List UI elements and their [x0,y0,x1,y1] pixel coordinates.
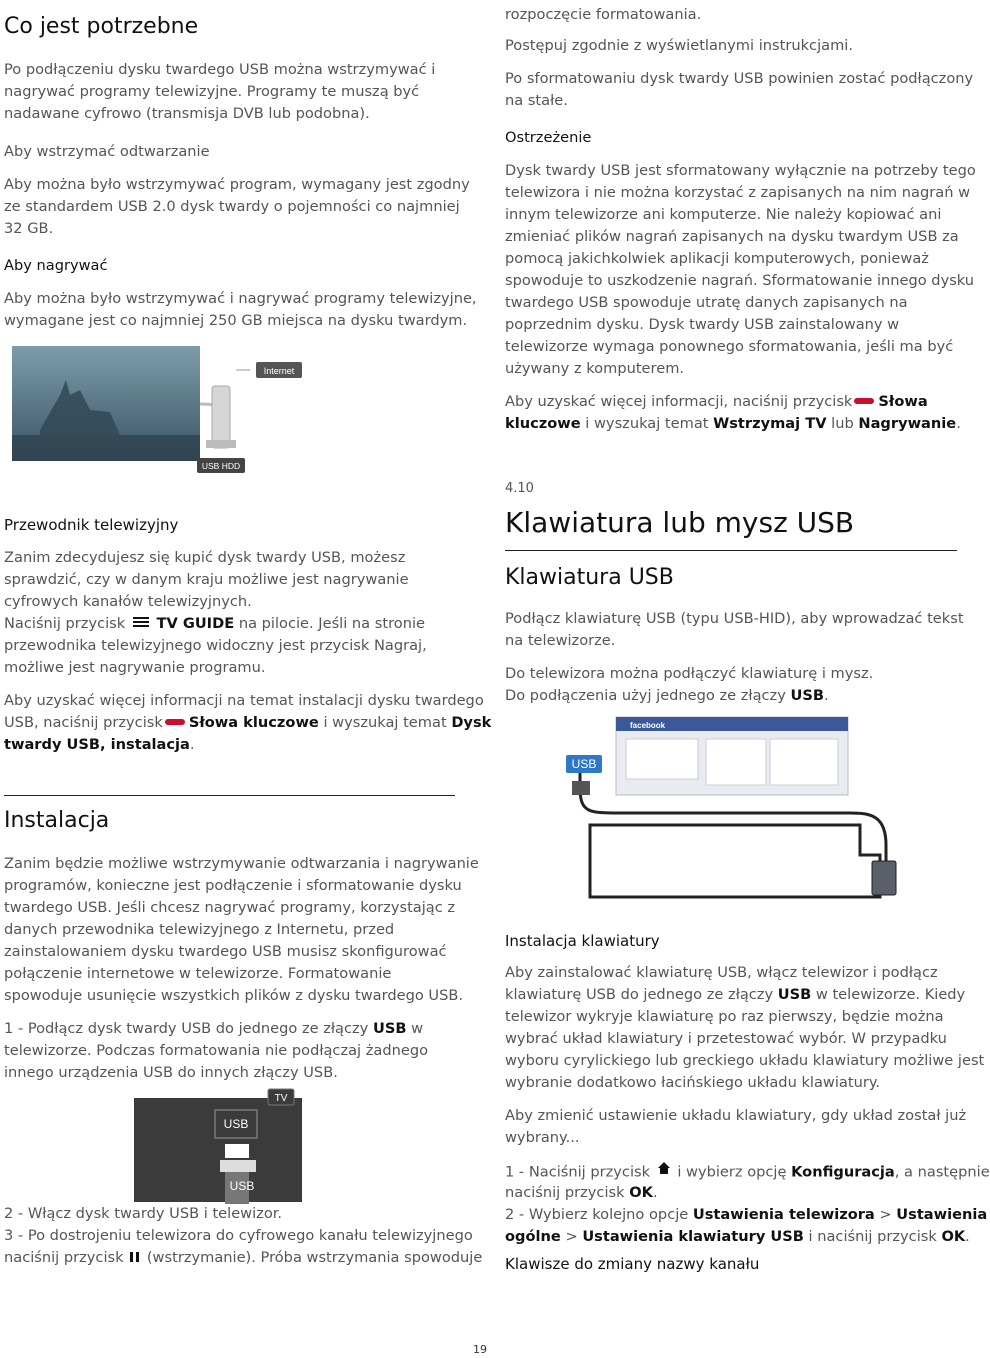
usb-hdd-device [212,386,230,448]
section-title: Co jest potrzebne [4,14,199,39]
pause-heading: Aby wstrzymać odtwarzanie [4,143,210,160]
warning-text: innym telewizorze ani komputerze. Nie należy kopiować ani [505,206,942,223]
channel-keys-heading: Klawisze do zmiany nazwy kanału [505,1255,760,1273]
keyboard-install-text: wybrać układ klawiatury i przetestować wybór. W przypadku [505,1030,947,1047]
install-title: Instalacja [4,808,110,833]
keyboard-text: Do telewizora można podłączyć klawiaturę i mysz. [505,665,874,682]
internet-label: Internet [263,366,295,376]
warning-text: spowoduje to uszkodzenie nagrań. Sformatowanie innego dysku [505,272,975,289]
pause-text: 32 GB. [4,220,54,237]
install-text: danych przewodnika telewizyjnego z Internetu, przed [4,921,395,938]
pause-text: Aby można było wstrzymywać program, wymagany jest zgodny [4,176,470,193]
section-divider [4,795,455,796]
pause-icon [130,1252,139,1262]
keyboard-install-text: Aby zainstalować klawiaturę USB, włącz telewizor i podłącz [505,964,938,981]
change-layout-text: wybrany... [505,1129,580,1146]
install-text: Zanim będzie możliwe wstrzymywanie odtwarzania i nagrywanie [4,855,479,872]
warning-text: używany z komputerem. [505,360,685,377]
tv-label: TV [274,1093,288,1104]
section-divider [505,550,957,551]
warning-text: telewizorze wymaga ponownego sformatowania, jeśli ma być [505,338,954,355]
intro-line: nagrywać programy telewizyjne. Programy te muszą być [4,83,420,100]
warning-text: pomocą jakichkolwiek aplikacji komputerowych, ponieważ [505,250,929,267]
record-text: wymagane jest co najmniej 250 GB miejsca na dysku twardym. [4,312,468,329]
record-text: Aby można było wstrzymywać i nagrywać programy telewizyjne, [4,290,477,307]
usb-port-label: USB [223,1117,249,1131]
cont-text: Postępuj zgodnie z wyświetlanymi instrukcjami. [505,37,853,54]
intro-line: Po podłączeniu dysku twardego USB można wstrzymywać i [4,61,436,78]
keyboard-install-text: klawiaturę USB do jednego ze złączy USB w telewizorze. Kiedy [505,986,966,1003]
red-key-icon [165,719,185,725]
more-info-line: twardy USB, instalacja. [4,736,195,753]
keyboard-install-text: wyboru cyrylickiego lub greckiego układu klawiatury możliwe jest [505,1052,985,1069]
usb-keyboard-illustration [560,715,900,905]
install-text: połączenie internetowe w telewizorze. Formatowanie [4,965,392,982]
step1-text: telewizorze. Podczas formatowania nie podłączaj żadnego [4,1042,429,1059]
tv-usb-port-illustration [130,1086,310,1204]
more-info-line: kluczowe i wyszukaj temat Wstrzymaj TV lub Nagrywanie. [505,415,961,432]
step2-text: 2 - Włącz dysk twardy USB i telewizor. [4,1205,283,1222]
usb-plug-label: USB [229,1179,255,1193]
pause-text: ze standardem USB 2.0 dysk twardy o pojemności co najmniej [4,198,460,215]
guide-press-line: Naciśnij przycisk TV GUIDE na pilocie. Jeśli na stronie [4,615,425,632]
keyboard-install-heading: Instalacja klawiatury [505,932,660,950]
keyboard-heading: Klawiatura USB [505,565,674,590]
install-text: twardego USB. Jeśli chcesz nagrywać programy, korzystając z [4,899,456,916]
guide-text: możliwe jest nagrywanie programu. [4,659,266,676]
install-text: programów, konieczne jest podłączenie i sformatowanie dysku [4,877,462,894]
more-info-line: Aby uzyskać więcej informacji na temat instalacji dysku twardego [4,692,484,709]
guide-text: sprawdzić, czy w danym kraju możliwe jest nagrywanie [4,571,409,588]
install-text: spowoduje usunięcie wszystkich plików z dysku twardego USB. [4,987,464,1004]
step3-text: 3 - Po dostrojeniu telewizora do cyfrowego kanału telewizyjnego [4,1227,473,1244]
warning-text: telewizora i nie można korzystać z zapisanych na nim nagrań w [505,184,971,201]
page-number: 19 [473,1343,487,1356]
install-text: zainstalowaniem dysku twardego USB musisz skonfigurować [4,943,447,960]
guide-text: cyfrowych kanałów telewizyjnych. [4,593,252,610]
cont-text: na stałe. [505,92,568,109]
cont-text: rozpoczęcie formatowania. [505,6,702,23]
intro-line: nadawane cyfrowo (transmisja DVB lub podobna). [4,105,370,122]
usb-label: USB [571,757,597,771]
step1-line: 1 - Podłącz dysk twardy USB do jednego ze złączy USB w [4,1020,424,1037]
more-info-line: USB, naciśnij przycisk Słowa kluczowe i wyszukaj temat Dysk [4,714,492,731]
section-number: 4.10 [505,481,534,496]
more-info-line: Aby uzyskać więcej informacji, naciśnij przycisk Słowa [505,393,928,410]
warning-text: Dysk twardy USB jest sformatowany wyłącznie na potrzeby tego [505,162,976,179]
keyboard-text: Podłącz klawiaturę USB (typu USB-HID), aby wprowadzać tekst [505,610,964,627]
tv-guide-icon [133,617,149,629]
change-layout-text: Aby zmienić ustawienie układu klawiatury, gdy układ został już [505,1107,967,1124]
home-icon [657,1160,671,1182]
step2-line: 2 - Wybierz kolejno opcje Ustawienia telewizora > Ustawienia [505,1206,988,1223]
step1-text: innego urządzenia USB do innych złączy USB. [4,1064,338,1081]
warning-text: poprzednim dysku. Dysk twardy USB zainstalowany w [505,316,900,333]
step1-line: naciśnij przycisk OK. [505,1184,658,1201]
step2-line: ogólne > Ustawienia klawiatury USB i naciśnij przycisk OK. [505,1228,970,1245]
keyboard-text: Do podłączenia użyj jednego ze złączy USB. [505,687,829,704]
keyboard-install-text: wybranie dodatkowo łacińskiego układu klawiatury. [505,1074,881,1091]
usb-dongle [872,861,896,895]
site-name: facebook [630,721,666,730]
tv-usb-hdd-illustration [0,340,320,480]
guide-heading: Przewodnik telewizyjny [4,516,179,534]
record-heading: Aby nagrywać [4,257,108,274]
keyboard [590,825,880,897]
usb-hdd-label: USB HDD [201,461,241,471]
guide-text: przewodnika telewizyjnego widoczny jest przycisk Nagraj, [4,637,427,654]
red-key-icon [854,398,874,404]
step3-text: naciśnij przycisk (wstrzymanie). Próba wstrzymania spowoduje [4,1249,483,1266]
warning-text: zmieniać plików nagrań zapisanych na dysku twardym USB za [505,228,959,245]
step1-line: 1 - Naciśnij przycisk i wybierz opcję Konfiguracja, a następnie [505,1160,990,1185]
guide-text: Zanim zdecydujesz się kupić dysk twardy USB, możesz [4,549,406,566]
keyboard-text: na telewizorze. [505,632,616,649]
cont-text: Po sformatowaniu dysk twardy USB powinien zostać podłączony [505,70,974,87]
section-title: Klawiatura lub mysz USB [505,506,855,539]
warning-heading: Ostrzeżenie [505,129,592,146]
keyboard-install-text: telewizor wykryje klawiaturę po raz pierwszy, będzie można [505,1008,944,1025]
warning-text: twardego USB spowoduje utratę danych zapisanych na [505,294,908,311]
